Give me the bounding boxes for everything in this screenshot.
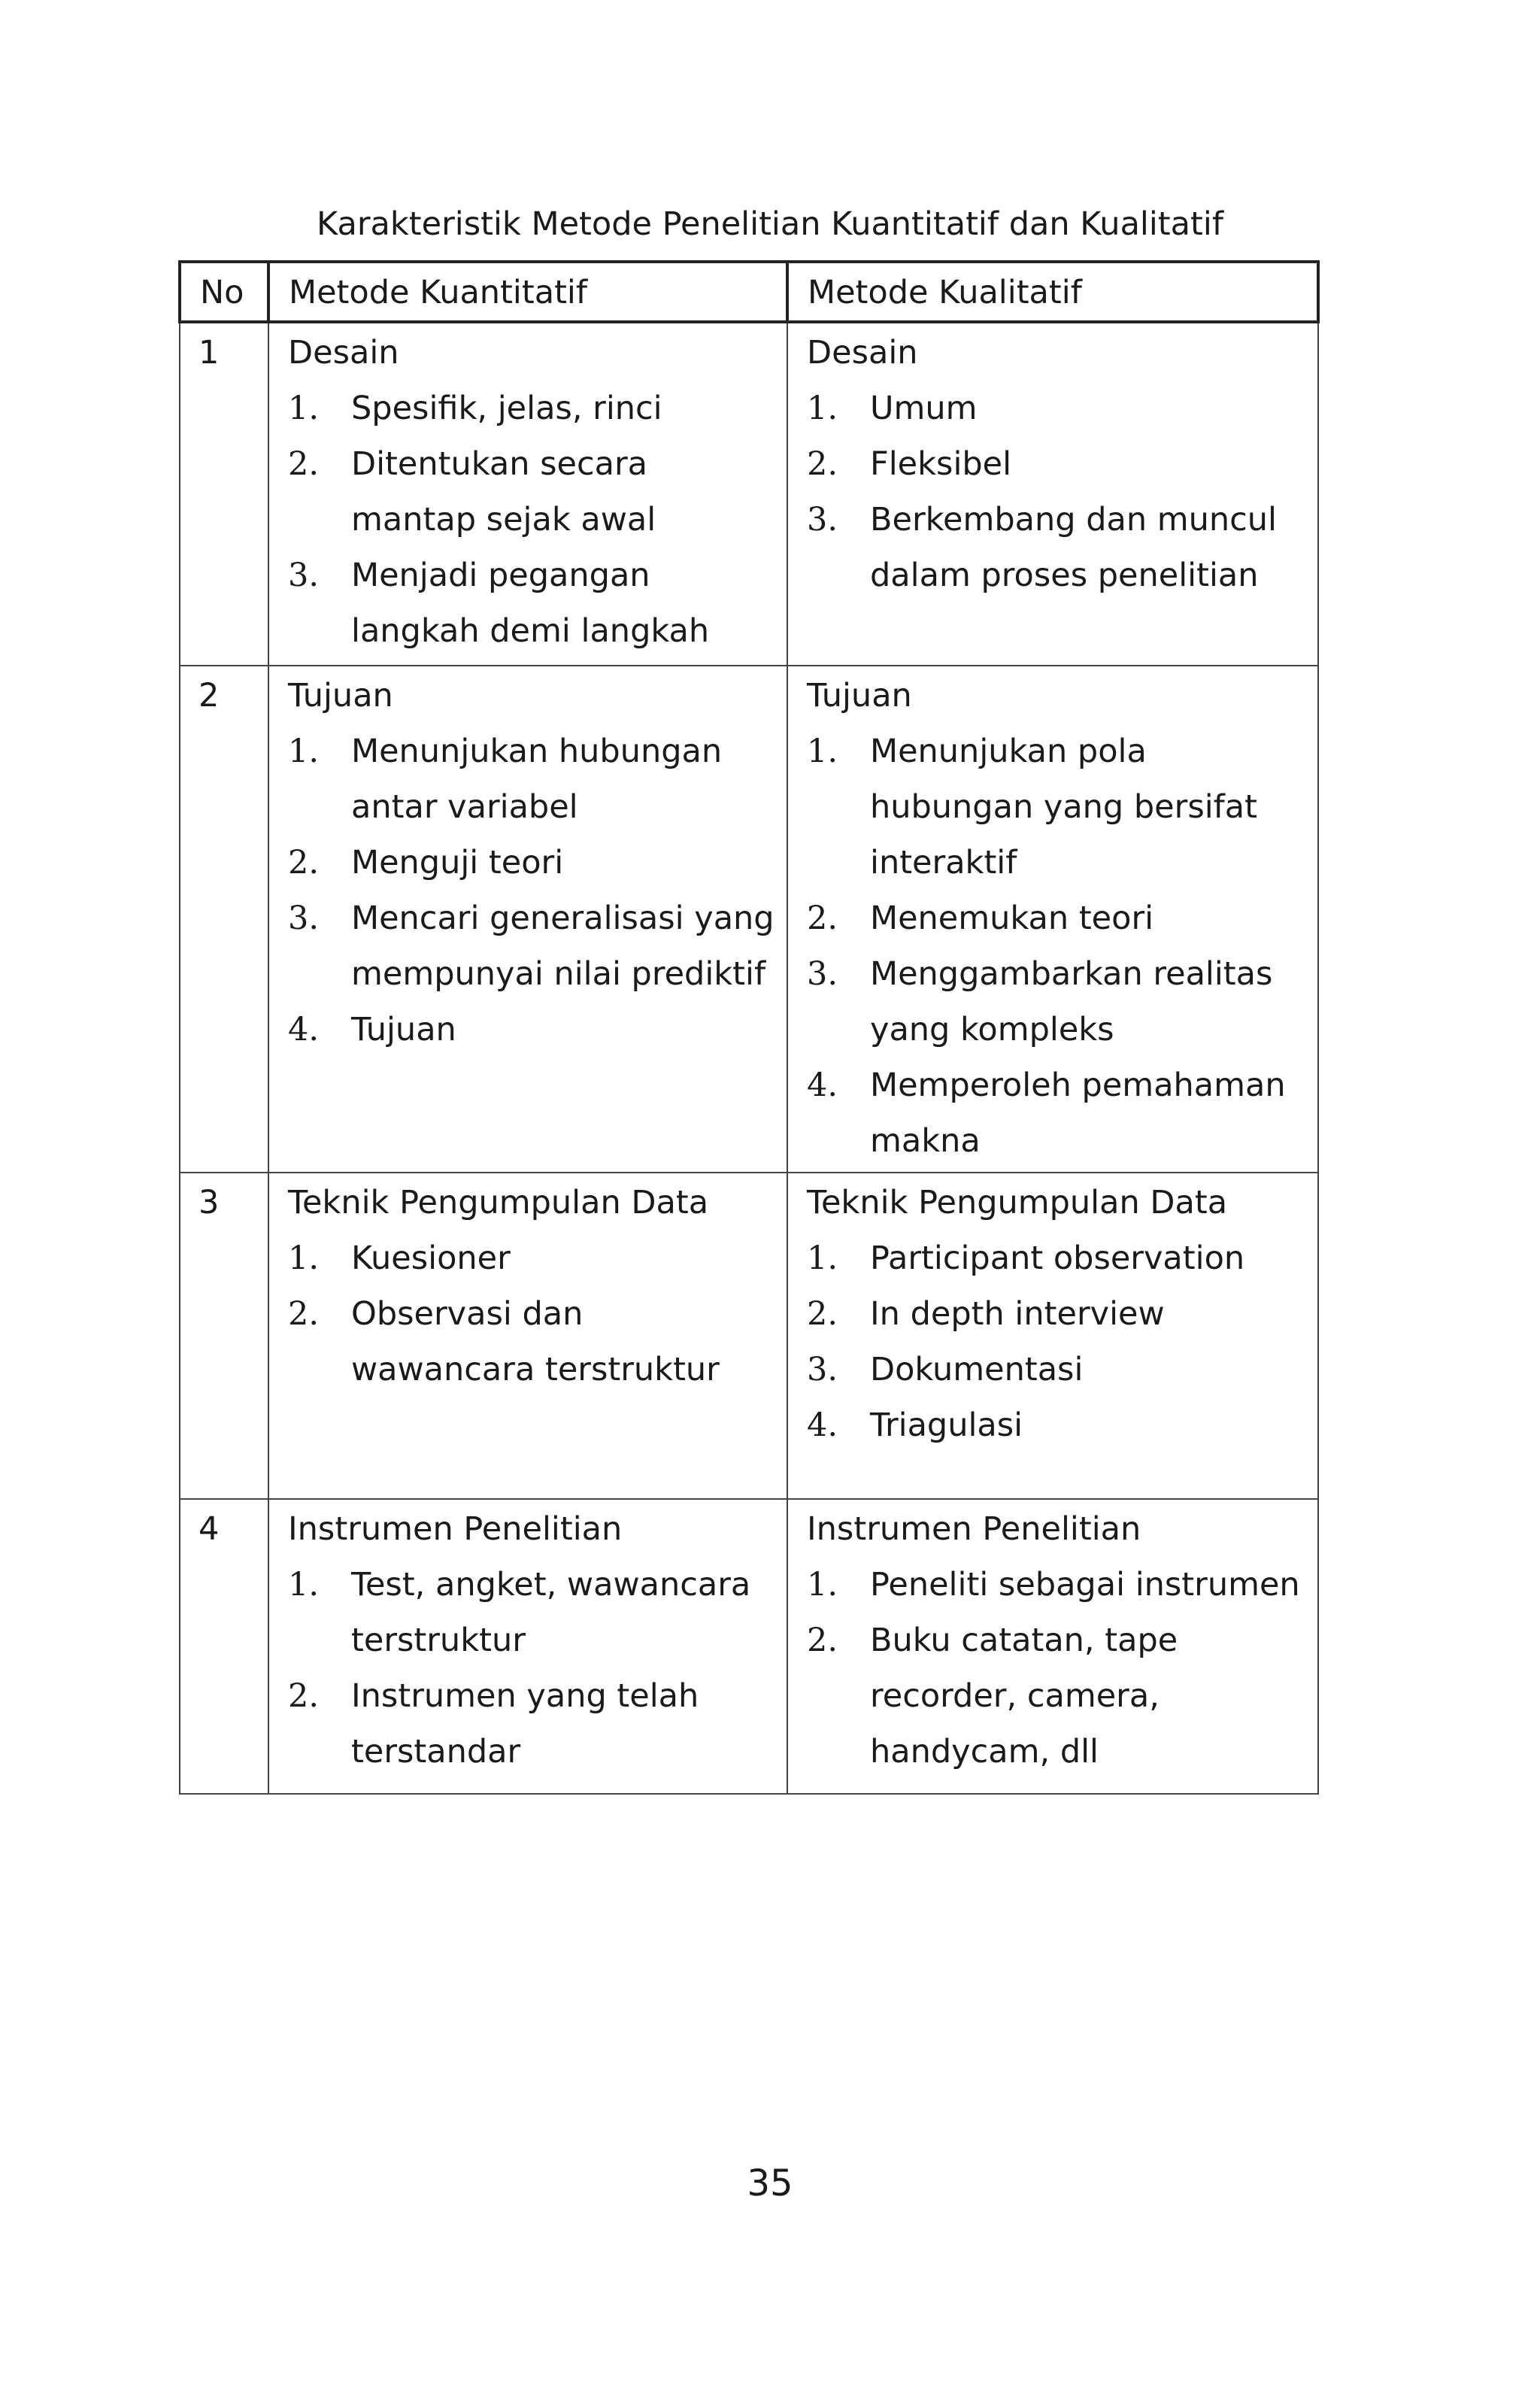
- cell-title: Instrumen Penelitian: [807, 1510, 1141, 1548]
- table-header-row: [180, 262, 1318, 322]
- item-list: [288, 1230, 776, 1397]
- table-row: [180, 1173, 1318, 1499]
- list-item: 1. Participant observation: [807, 1240, 1245, 1277]
- qualitative-cell: [787, 1499, 1318, 1794]
- list-item: 1. Menunjukan hubungan antar variabel: [288, 733, 723, 826]
- list-item: 2. In depth interview: [807, 1295, 1165, 1333]
- table-caption: Karakteristik Metode Penelitian Kuantitatif dan Kualitatif: [317, 205, 1223, 243]
- list-item: 3. Dokumentasi: [807, 1351, 1084, 1388]
- header-quantitative: Metode Kuantitatif: [268, 262, 787, 322]
- cell-title: Desain: [807, 334, 918, 372]
- cell-title: Instrumen Penelitian: [288, 1510, 623, 1548]
- header-qualitative: Metode Kualitatif: [787, 262, 1318, 322]
- qualitative-cell: [787, 666, 1318, 1173]
- item-list: [807, 1557, 1307, 1780]
- item-list: [807, 1230, 1307, 1453]
- list-item: 3. Menjadi pegangan langkah demi langkah: [288, 557, 710, 650]
- list-item: 2. Menemukan teori: [807, 900, 1154, 937]
- list-item: 3. Menggambarkan realitas yang kompleks: [807, 955, 1273, 1048]
- table-row: [180, 666, 1318, 1173]
- list-item: 4. Tujuan: [288, 1011, 456, 1048]
- list-item: 4. Triagulasi: [807, 1406, 1023, 1444]
- list-item: 2. Fleksibel: [807, 445, 1012, 483]
- list-item: 2. Ditentukan secara mantap sejak awal: [288, 445, 656, 539]
- row-number: 4: [180, 1499, 268, 1794]
- quantitative-cell: [268, 1499, 787, 1794]
- list-item: 2. Instrumen yang telah terstandar: [288, 1677, 699, 1771]
- item-list: [288, 724, 776, 1057]
- page-number: 35: [747, 2162, 793, 2204]
- row-number: 1: [180, 322, 268, 666]
- quantitative-cell: [268, 322, 787, 666]
- list-item: 2. Observasi dan wawancara terstruktur: [288, 1295, 720, 1388]
- list-item: 1. Umum: [807, 390, 978, 427]
- comparison-table: [178, 260, 1320, 1795]
- list-item: 1. Spesifik, jelas, rinci: [288, 390, 662, 427]
- list-item: 2. Menguji teori: [288, 844, 564, 881]
- list-item: 3. Berkembang dan muncul dalam proses penelitian: [807, 501, 1278, 594]
- list-item: 1. Kuesioner: [288, 1240, 511, 1277]
- quantitative-cell: [268, 666, 787, 1173]
- item-list: [288, 381, 776, 659]
- list-item: 2. Buku catatan, tape recorder, camera, handycam, dll: [807, 1622, 1178, 1771]
- qualitative-cell: [787, 322, 1318, 666]
- item-list: [288, 1557, 776, 1780]
- cell-title: Tujuan: [288, 677, 393, 715]
- row-number: 3: [180, 1173, 268, 1499]
- cell-title: Teknik Pengumpulan Data: [807, 1184, 1228, 1221]
- item-list: [807, 381, 1307, 603]
- list-item: 3. Mencari generalisasi yang mempunyai nilai prediktif: [288, 900, 775, 993]
- table-row: [180, 1499, 1318, 1794]
- cell-title: Teknik Pengumpulan Data: [288, 1184, 709, 1221]
- header-no: No: [180, 262, 268, 322]
- list-item: 1. Test, angket, wawancara terstruktur: [288, 1566, 751, 1659]
- row-number: 2: [180, 666, 268, 1173]
- list-item: 1. Menunjukan pola hubungan yang bersifat interaktif: [807, 733, 1258, 881]
- table-row: [180, 322, 1318, 666]
- quantitative-cell: [268, 1173, 787, 1499]
- list-item: 1. Peneliti sebagai instrumen: [807, 1566, 1300, 1604]
- cell-title: Tujuan: [807, 677, 912, 715]
- qualitative-cell: [787, 1173, 1318, 1499]
- list-item: 4. Memperoleh pemahaman makna: [807, 1067, 1286, 1160]
- cell-title: Desain: [288, 334, 399, 372]
- item-list: [807, 724, 1307, 1169]
